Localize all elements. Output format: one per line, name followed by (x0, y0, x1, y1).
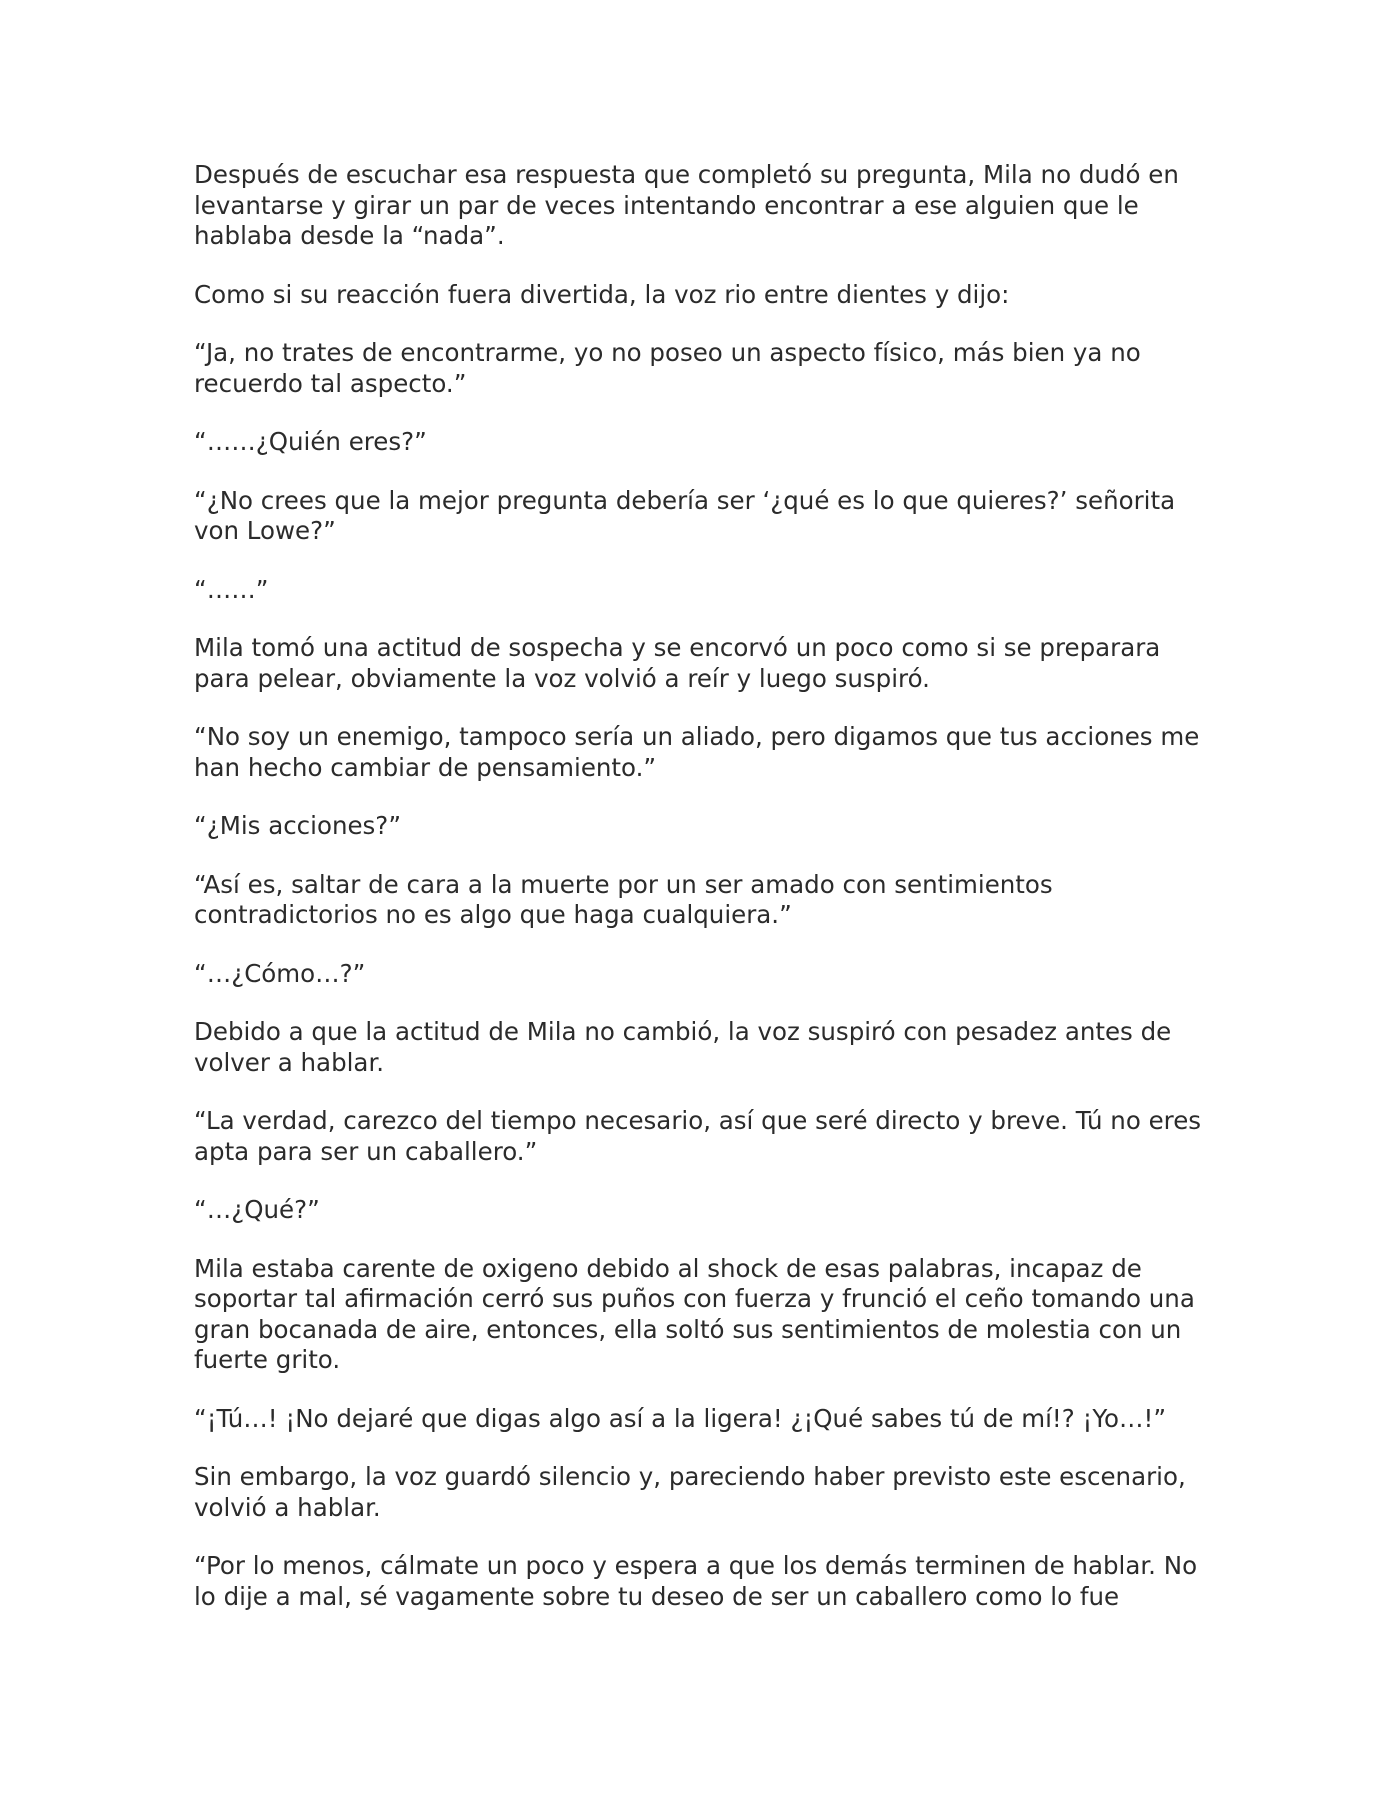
paragraph-17: Sin embargo, la voz guardó silencio y, pareciendo haber previsto este escenario, volvió a hablar. (194, 1462, 1186, 1522)
paragraph-10: “Así es, saltar de cara a la muerte por un ser amado con sentimientos contradictorios no es algo que haga cualquiera.” (194, 869, 1053, 929)
paragraph-14: “…¿Qué?” (194, 1195, 320, 1224)
paragraph-13: “La verdad, carezco del tiempo necesario, así que seré directo y breve. Tú no eres apta para ser un caballero.” (194, 1106, 1202, 1166)
paragraph-2: Como si su reacción fuera divertida, la voz rio entre dientes y dijo: (194, 279, 1010, 309)
paragraph-1: Después de escuchar esa respuesta que completó su pregunta, Mila no dudó en levantarse y girar un par de veces intentando encontrar a ese alguien que le hablaba desde la “nada”. (194, 160, 1179, 250)
paragraph-7: Mila tomó una actitud de sospecha y se encorvó un poco como si se preparara para pelear, obviamente la voz volvió a reír y luego suspiró. (194, 633, 1161, 693)
paragraph-11: “…¿Cómo…?” (194, 958, 366, 988)
paragraph-18: “Por lo menos, cálmate un poco y espera a que los demás terminen de hablar. No lo dije a mal, sé vagamente sobre tu deseo de ser un caballero como lo fue (194, 1551, 1198, 1611)
paragraph-8: “No soy un enemigo, tampoco sería un aliado, pero digamos que tus acciones me han hecho cambiar de pensamiento.” (194, 722, 1200, 782)
paragraph-3: “Ja, no trates de encontrarme, yo no poseo un aspecto físico, más bien ya no recuerdo tal aspecto.” (194, 338, 1141, 398)
document-body (194, 160, 1214, 1640)
paragraph-4: “……¿Quién eres?” (194, 427, 427, 456)
paragraph-6: “……” (194, 574, 269, 604)
paragraph-9: “¿Mis acciones?” (194, 811, 402, 840)
paragraph-5: “¿No crees que la mejor pregunta debería ser ‘¿qué es lo que quieres?’ señorita von Lowe?” (194, 485, 1176, 545)
paragraph-15: Mila estaba carente de oxigeno debido al shock de esas palabras, incapaz de soportar tal afirmación cerró sus puños con fuerza y frunció el ceño tomando una gran bocanada de aire, entonces, ella soltó sus sentimientos de molestia con un fuerte grito. (194, 1253, 1195, 1374)
paragraph-16: “¡Tú…! ¡No dejaré que digas algo así a la ligera! ¿¡Qué sabes tú de mí!? ¡Yo…!” (194, 1403, 1167, 1433)
paragraph-12: Debido a que la actitud de Mila no cambió, la voz suspiró con pesadez antes de volver a hablar. (194, 1017, 1172, 1077)
